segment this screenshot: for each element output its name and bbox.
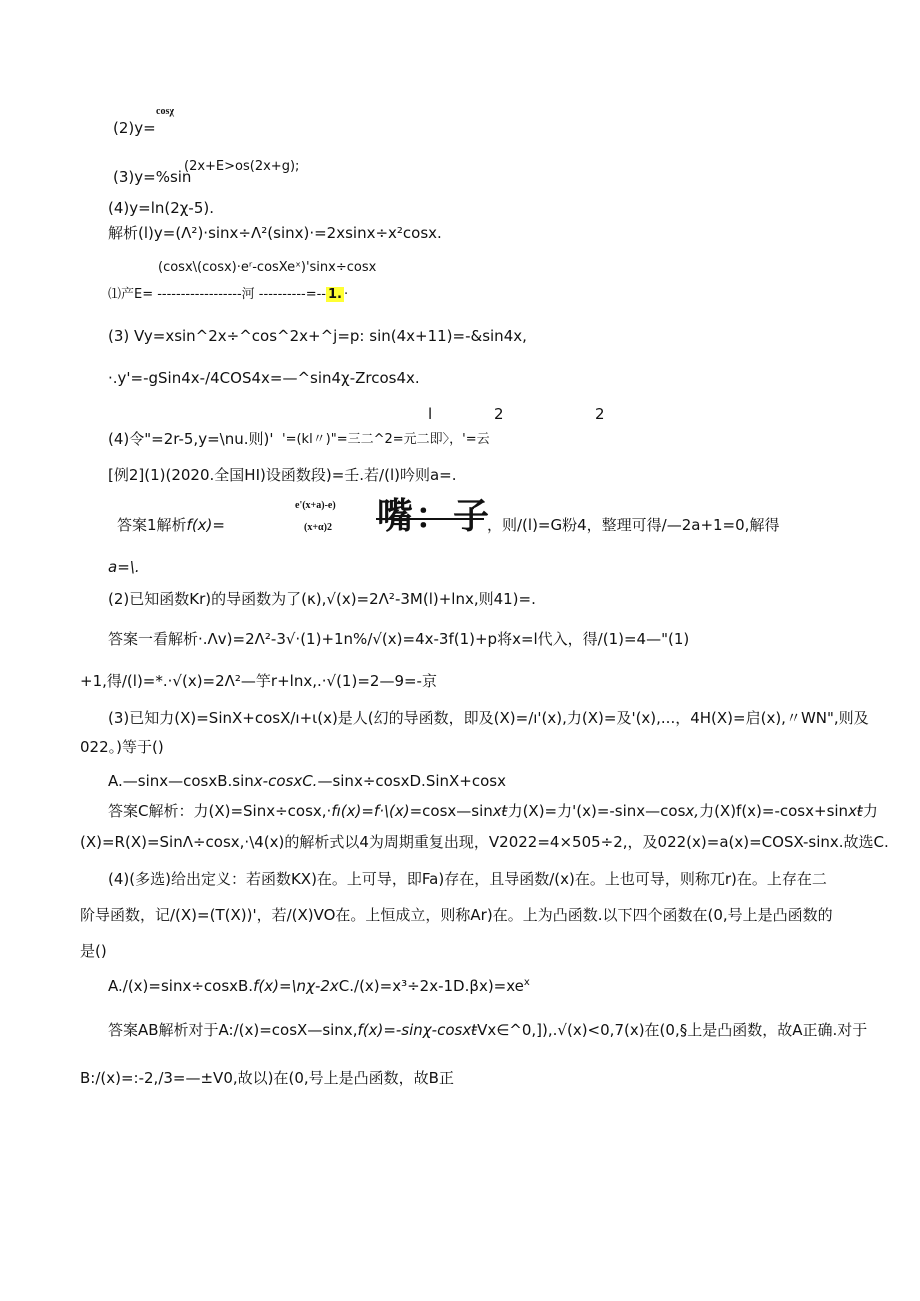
text-span: (2)y=: [113, 119, 156, 137]
fraction-numerator: e'(x+a)-e): [295, 500, 336, 511]
text-fragment: l: [428, 405, 433, 423]
text-line: [113, 119, 156, 137]
text-line: [108, 430, 273, 448]
text-span: —sinx÷cosxD.SinX+cosx: [317, 772, 506, 790]
text-fragment: 2: [494, 405, 504, 423]
handwritten-annotation: 嘴：子: [377, 495, 492, 537]
text-line: [108, 1021, 867, 1039]
text-line: 阶导函数，记/(X)=(T(X))'，若/(X)VO在。上恒成立，则称Ar)在。上为凸函数.以下四个函数在(0,号上是凸函数的: [80, 906, 833, 924]
text-span: ·: [343, 287, 349, 302]
text-fragment: 2: [595, 405, 605, 423]
text-span: f(x)=\nχ-2x: [253, 977, 339, 995]
text-line: 是(): [80, 942, 107, 960]
text-span: 力(X)=力'(x)=-sinx—cos: [507, 802, 686, 820]
text-span: (4)令"=2r-5,y=\nu.则)': [108, 430, 274, 448]
text-line: '=(kl〃)"=三二^2=元二即〉，'=云: [282, 432, 490, 447]
text-line: 022。)等于(): [80, 738, 164, 756]
text-line: B:/(x)=:-2,/3=—±V0,故以)在(0,号上是凸函数，故B正: [80, 1069, 454, 1087]
text-line: a=\.: [108, 558, 140, 576]
text-span: 答案AB解析对于A:/(x)=cosX—sinx,: [108, 1021, 358, 1039]
text-span: f(x)=: [186, 516, 225, 534]
text-line: 解析(l)y=(Λ²)·sinx÷Λ²(sinx)·=2xsinx÷x²cosx.: [108, 224, 442, 242]
text-line: [例2](1)(2020.全国HI)设函数段)=壬.若/(l)吟则a=.: [108, 466, 457, 484]
text-line: (2)已知函数Kr)的导函数为了(κ),√(x)=2Λ²-3M(l)+lnx,则41)=.: [108, 590, 536, 608]
text-line: ，则/(l)=G粉4，整理可得/—2a+1=0,解得: [487, 516, 780, 534]
text-span: fı(x)=f·\(x): [331, 802, 410, 820]
text-line: (4)y=ln(2χ-5).: [108, 199, 215, 217]
text-span: (2x+E>os(2x+g): [184, 159, 296, 174]
text-span: ⑴产E= ------------------河 ----------=--: [108, 287, 326, 302]
text-span: (3)y=%sin: [113, 168, 192, 186]
text-line: (3)已知力(X)=SinX+cosX/ı+ι(x)是人(幻的导函数，即及(X)=/ı'(x),力(X)=及'(x),...，4H(X)=启(x),〃WN",则及: [108, 709, 869, 727]
text-span: 答案1解析: [117, 516, 187, 534]
text-line: (X)=R(X)=SinΛ÷cosx,·\4(x)的解析式以4为周期重复出现，V2022=4×505÷2,，及022(x)=a(x)=COSX-sinx.故选C.: [80, 833, 889, 851]
text-line: [108, 286, 348, 304]
text-line: [108, 772, 506, 790]
text-line: (cosx\(cosx)·eʳ-cosXeˣ)'sinx÷cosx: [158, 260, 377, 275]
text-line: [108, 802, 878, 820]
text-line: [113, 168, 191, 186]
text-line: [117, 516, 225, 534]
text-span: f(x)=-sinχ-cosxŧ: [357, 1021, 478, 1039]
text-span: xŧ: [492, 802, 508, 820]
handwriting-strike-line: [376, 518, 484, 520]
text-span: 力: [862, 802, 878, 820]
text-span: A./(x)=sinx÷cosxB.: [108, 977, 254, 995]
superscript-text: [184, 158, 299, 176]
text-span: x-cosxC.: [253, 772, 318, 790]
superscript-text: x: [523, 977, 530, 988]
text-span: 答案C解析：力(X)=Sinx÷cosx,·: [108, 802, 332, 820]
text-span: A.—sinx—cosxB.sin: [108, 772, 254, 790]
superscript-text: cosχ: [156, 106, 174, 117]
text-line: 答案一看解析·.Λv)=2Λ²-3√·(1)+1n%/√(x)=4x-3f(1)+p将x=l代入，得/(1)=4—"(1): [108, 630, 690, 648]
text-span: x,: [685, 802, 700, 820]
fraction-denominator: (x+α)2: [304, 522, 332, 533]
text-span: C./(x)=x³÷2x-1D.βx)=xe: [338, 977, 524, 995]
text-line: +1,得/(l)=*.·√(x)=2Λ²—竽r+lnx,.·√(1)=2—9=-京: [80, 672, 437, 690]
text-span: xŧ: [848, 802, 863, 820]
text-span: =cosx—sin: [409, 802, 493, 820]
text-span: ;: [295, 159, 300, 174]
text-span: Vx∈^0,]),.√(x)<0,7(x)在(0,§上是凸函数，故A正确.对于: [477, 1021, 868, 1039]
text-span: 力(X)f(x)=-cosx+sin: [699, 802, 849, 820]
text-line: [108, 977, 530, 995]
text-line: ·.y'=-gSin4x-/4COS4x=—^sin4χ-Zrcos4x.: [108, 369, 420, 387]
highlighted-text: 1.: [328, 287, 342, 302]
text-line: (3) Vy=xsin^2x÷^cos^2x+^j=p: sin(4x+11)=-&sin4x,: [108, 327, 527, 345]
text-line: (4)(多选)给出定义：若函数KX)在。上可导，即Fa)存在，且导函数/(x)在。上也可导，则称兀r)在。上存在二: [108, 870, 827, 888]
